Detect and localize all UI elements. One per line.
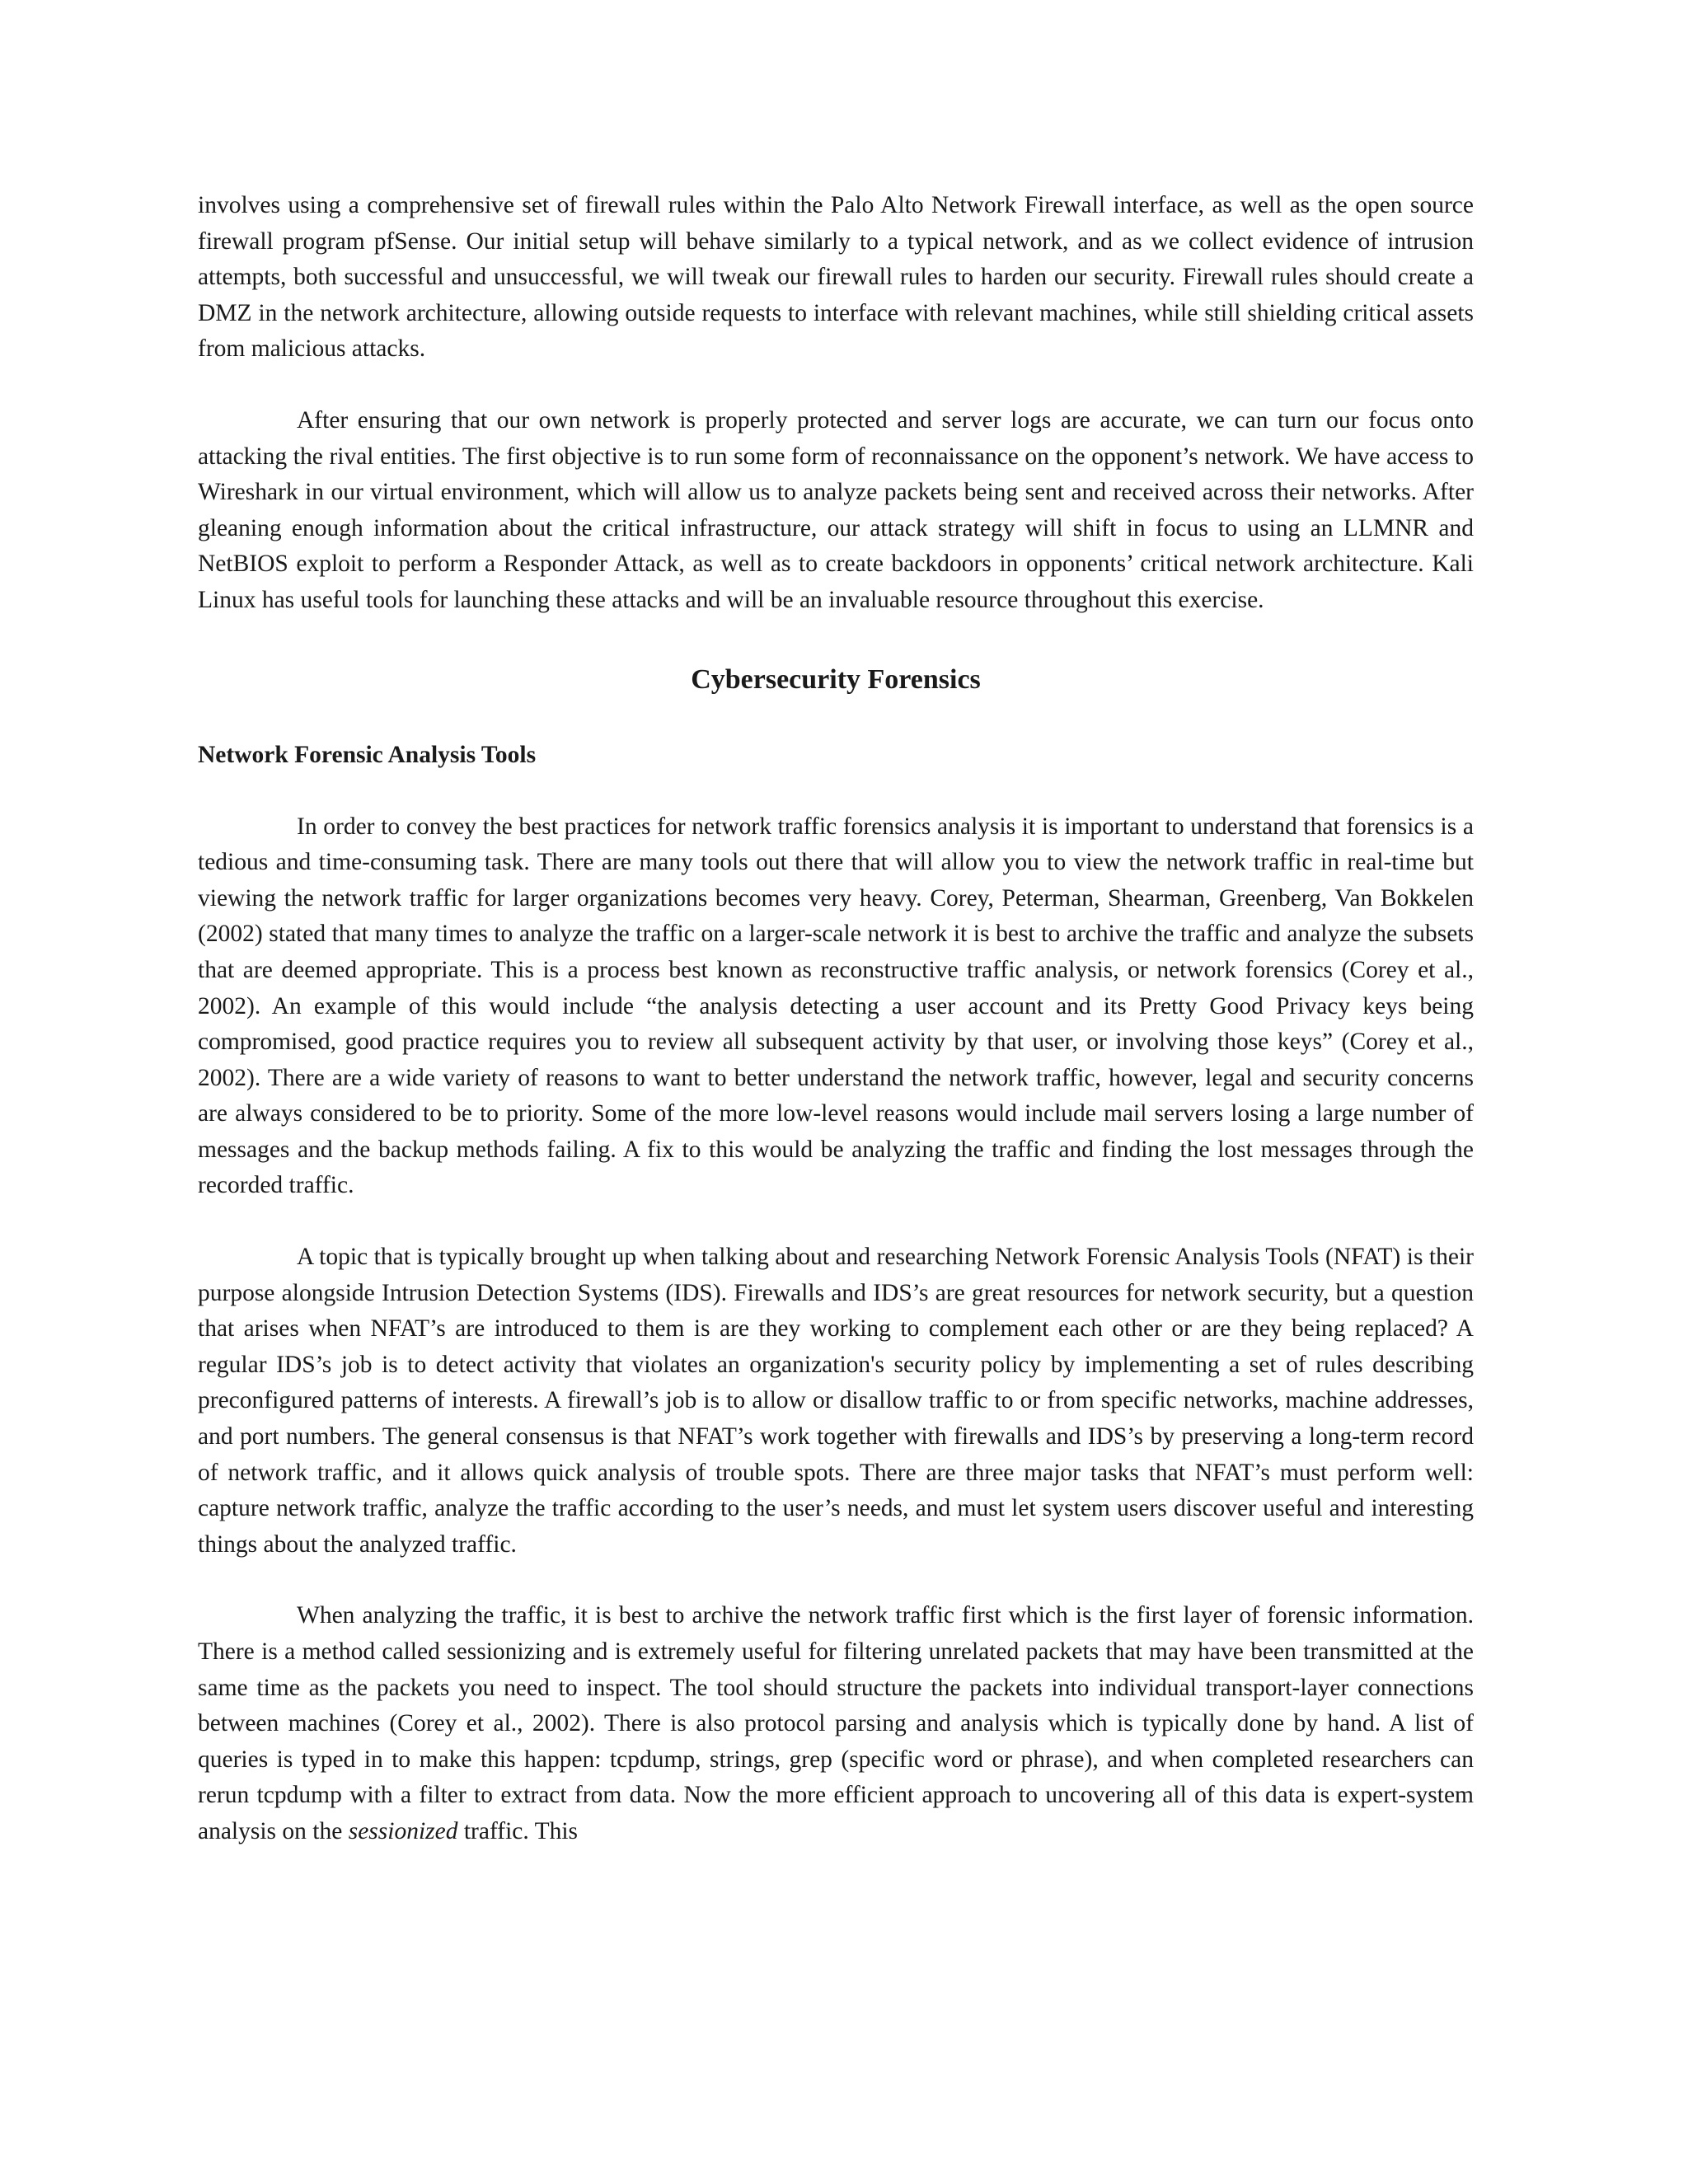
body-paragraph-sessionizing [198,1598,1474,1849]
paragraph-text-end: traffic. This [457,1817,579,1844]
body-paragraph-intro: involves using a comprehensive set of firewall rules within the Palo Alto Network Firewall interface, as well as the open source firewall program pfSense. Our initial setup will behave similarly to a typical network, and as we collect evidence of intrusion attempts, both successful and unsuccessful, we will tweak our firewall rules to harden our security. Firewall rules should create a DMZ in the network architecture, allowing outside requests to interface with relevant machines, while still shielding critical assets from malicious attacks. [198,192,1474,363]
paragraph-text-start: When analyzing the traffic, it is best to archive the network traffic first which is the first layer of forensic information. There is a method called sessionizing and is extremely useful for filtering unrelated packets that may have been transmitted at the same time as the packets you need to inspect. The tool should structure the packets into individual transport-layer connections between machines (Corey et al., 2002). There is also protocol parsing and analysis which is typically done by hand. A list of queries is typed in to make this happen: tcpdump, strings, grep (specific word or phrase), and when completed researchers can rerun tcpdump with a filter to extract from data. Now the more efficient approach to uncovering all of this data is expert-system analysis on the [198,1602,1474,1844]
section-heading: Cybersecurity Forensics [691,663,981,695]
document-page [198,188,1474,1850]
italic-term: sessionized [348,1817,458,1844]
body-paragraph-nfat-ids: A topic that is typically brought up when talking about and researching Network Forensic Analysis Tools (NFAT) is their purpose alongside Intrusion Detection Systems (IDS). Firewalls and IDS’s are great resources for network security, but a question that arises when NFAT’s are introduced to them is are they working to complement each other or are they being replaced? A regular IDS’s job is to detect activity that violates an organization's security policy by implementing a set of rules describing preconfigured patterns of interests. A firewall’s job is to allow or disallow traffic to or from specific networks, machine addresses, and port numbers. The general consensus is that NFAT’s work together with firewalls and IDS’s by preserving a long-term record of network traffic, and it allows quick analysis of trouble spots. There are three major tasks that NFAT’s must perform well: capture network traffic, analyze the traffic according to the user’s needs, and must let system users discover useful and interesting things about the analyzed traffic. [198,1244,1474,1558]
body-paragraph-nfat-intro: In order to convey the best practices for network traffic forensics analysis it is important to understand that forensics is a tedious and time-consuming task. There are many tools out there that will allow you to view the network traffic in real-time but viewing the network traffic for larger organizations becomes very heavy. Corey, Peterman, Shearman, Greenberg, Van Bokkelen (2002) stated that many times to analyze the traffic on a larger-scale network it is best to archive the traffic and analyze the subsets that are deemed appropriate. This is a process best known as reconstructive traffic analysis, or network forensics (Corey et al., 2002). An example of this would include “the analysis detecting a user account and its Pretty Good Privacy keys being compromised, good practice requires you to review all subsequent activity by that user, or involving those keys” (Corey et al., 2002). There are a wide variety of reasons to want to better understand the network traffic, however, legal and security concerns are always considered to be to priority. Some of the more low-level reasons would include mail servers losing a large number of messages and the backup methods failing. A fix to this would be analyzing the traffic and finding the lost messages through the recorded traffic. [198,813,1474,1199]
sub-heading: Network Forensic Analysis Tools [198,741,537,768]
body-paragraph-attack-plan: After ensuring that our own network is properly protected and server logs are accurate, we can turn our focus onto attacking the rival entities. The first objective is to run some form of reconnaissance on the opponent’s network. We have access to Wireshark in our virtual environment, which will allow us to analyze packets being sent and received across their networks. After gleaning enough information about the critical infrastructure, our attack strategy will shift in focus to using an LLMNR and NetBIOS exploit to perform a Responder Attack, as well as to create backdoors in opponents’ critical network architecture. Kali Linux has useful tools for launching these attacks and will be an invaluable resource throughout this exercise. [198,406,1474,613]
